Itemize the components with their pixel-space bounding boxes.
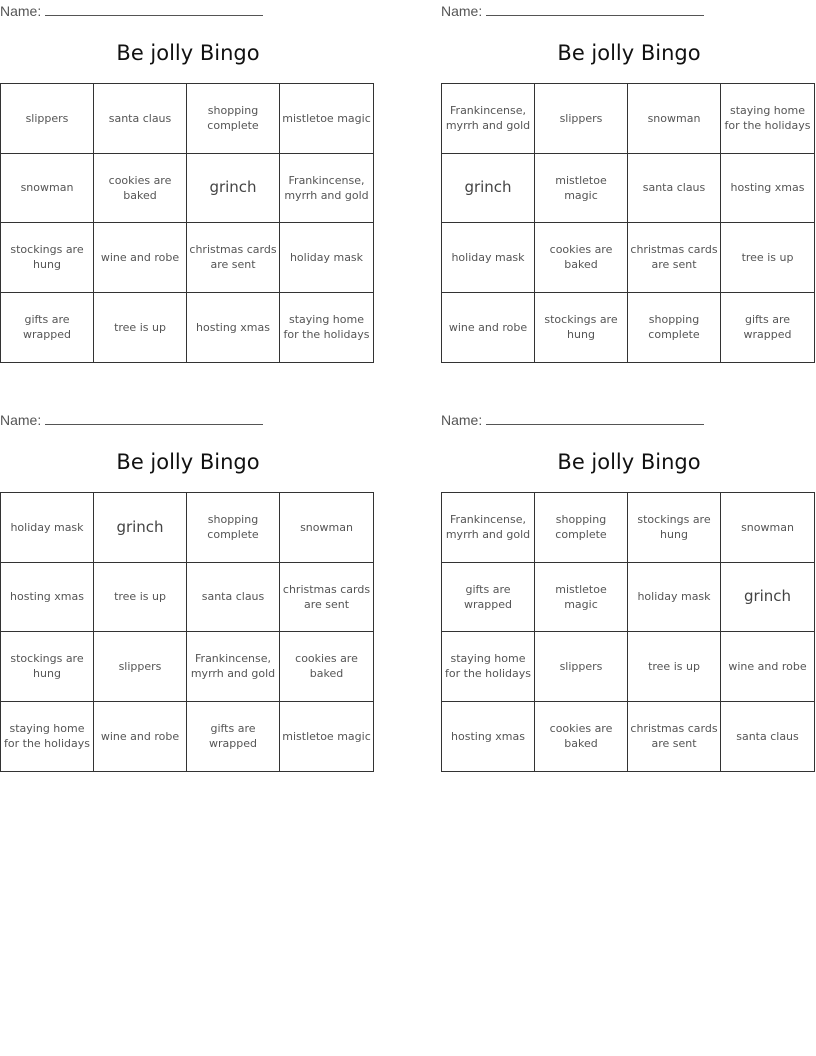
bingo-cell: slippers [535,84,628,154]
bingo-cell: grinch [187,154,280,224]
bingo-cell: gifts are wrapped [1,293,94,363]
bingo-cell: christmas cards are sent [628,702,721,772]
bingo-cell: slippers [1,84,94,154]
bingo-cell: christmas cards are sent [187,223,280,293]
bingo-cell: stockings are hung [1,632,94,702]
bingo-cell: santa claus [628,154,721,224]
bingo-cell: mistletoe magic [280,84,373,154]
bingo-cell: snowman [280,493,373,563]
bingo-cell: grinch [94,493,187,563]
name-label: Name: [441,412,483,428]
bingo-cell: stockings are hung [535,293,628,363]
bingo-cell: Frankincense, myrrh and gold [442,84,535,154]
bingo-cell: tree is up [721,223,814,293]
card-title: Be jolly Bingo [116,450,260,474]
bingo-cell: mistletoe magic [535,154,628,224]
bingo-cell: snowman [1,154,94,224]
bingo-grid [0,83,374,363]
bingo-cell: staying home for the holidays [1,702,94,772]
bingo-cell: cookies are baked [535,223,628,293]
bingo-cell: hosting xmas [721,154,814,224]
bingo-cell: hosting xmas [1,563,94,633]
bingo-cell: Frankincense, myrrh and gold [187,632,280,702]
name-label: Name: [0,412,42,428]
bingo-cell: cookies are baked [94,154,187,224]
name-field [0,2,263,20]
bingo-grid [441,492,815,772]
name-label: Name: [0,3,42,19]
bingo-cell: grinch [721,563,814,633]
bingo-cell: staying home for the holidays [442,632,535,702]
bingo-cell: gifts are wrapped [187,702,280,772]
bingo-cell: wine and robe [721,632,814,702]
bingo-cell: Frankincense, myrrh and gold [442,493,535,563]
bingo-cell: santa claus [187,563,280,633]
bingo-cell: mistletoe magic [282,729,371,743]
name-blank-line [486,2,704,16]
bingo-cell: mistletoe magic [535,563,628,633]
card-title: Be jolly Bingo [116,41,260,65]
bingo-cell: tree is up [628,632,721,702]
name-label: Name: [441,3,483,19]
bingo-cell: snowman [628,84,721,154]
bingo-cell: christmas cards are sent [628,223,721,293]
bingo-cell: wine and robe [94,223,187,293]
bingo-cell: tree is up [94,293,187,363]
bingo-cell: cookies are baked [280,632,373,702]
bingo-cell: hosting xmas [442,702,535,772]
bingo-cell: grinch [442,154,535,224]
name-field [441,411,704,429]
bingo-cell: wine and robe [442,293,535,363]
bingo-cell: cookies are baked [535,702,628,772]
bingo-cell: gifts are wrapped [442,563,535,633]
bingo-grid [441,83,815,363]
bingo-cell: slippers [94,632,187,702]
bingo-grid [0,492,374,772]
bingo-cell: shopping complete [535,493,628,563]
bingo-cell: gifts are wrapped [743,313,792,342]
bingo-cell: holiday mask [442,223,535,293]
card-title: Be jolly Bingo [557,450,701,474]
bingo-cell: hosting xmas [187,293,280,363]
bingo-cell: wine and robe [94,702,187,772]
bingo-cell: slippers [535,632,628,702]
name-field [441,2,704,20]
bingo-cell: snowman [721,493,814,563]
bingo-cell: holiday mask [628,563,721,633]
bingo-cell: santa claus [94,84,187,154]
bingo-cell: tree is up [94,563,187,633]
bingo-cell: christmas cards are sent [280,563,373,633]
bingo-cell: stockings are hung [1,223,94,293]
bingo-cell: santa claus [736,729,799,743]
bingo-cell: holiday mask [280,223,373,293]
bingo-cell: staying home for the holidays [283,313,370,342]
name-blank-line [45,2,263,16]
name-blank-line [45,411,263,425]
name-field [0,411,263,429]
name-blank-line [486,411,704,425]
bingo-cell: shopping complete [628,293,721,363]
bingo-cell: holiday mask [1,493,94,563]
card-title: Be jolly Bingo [557,41,701,65]
bingo-cell: shopping complete [187,84,280,154]
bingo-cell: Frankincense, myrrh and gold [280,154,373,224]
bingo-cell: staying home for the holidays [721,84,814,154]
bingo-cell: shopping complete [187,493,280,563]
bingo-cell: stockings are hung [628,493,721,563]
